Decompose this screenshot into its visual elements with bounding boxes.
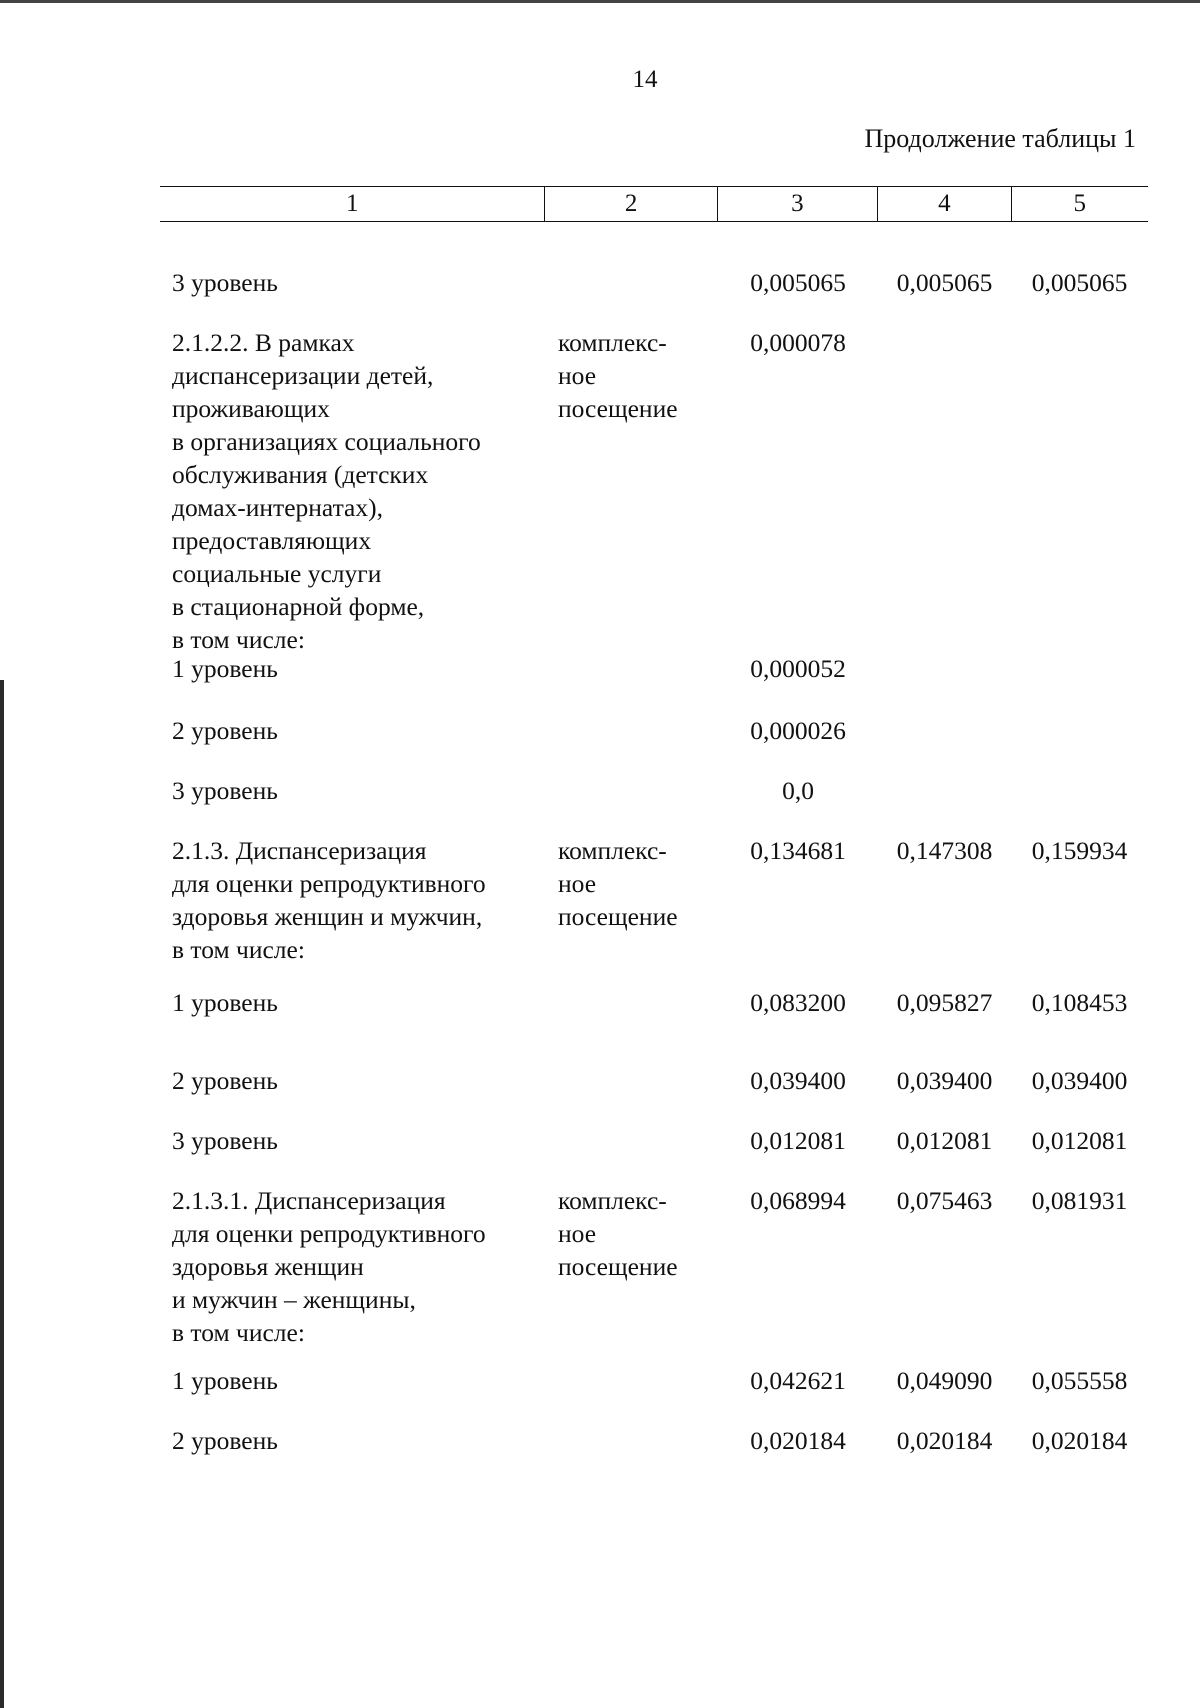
row-unit	[546, 1124, 718, 1157]
row-label	[160, 714, 546, 747]
row-label-line: диспансеризации детей,	[172, 361, 434, 390]
row-label-line: для оценки репродуктивного	[172, 1219, 486, 1248]
row-label-line: 1 уровень	[172, 654, 278, 683]
value-cell-col4: 0,020184	[896, 1426, 993, 1455]
scan-edge-left	[0, 680, 4, 1708]
header-cell-1: 1	[160, 187, 545, 221]
value-cell-col5	[1011, 652, 1148, 685]
value-cell-col5	[1011, 714, 1148, 747]
value-cell-col3: 0,042621	[750, 1366, 846, 1395]
row-label-line: 1 уровень	[172, 1366, 278, 1395]
value-cell-col3: 0,134681	[750, 836, 846, 865]
row-label	[160, 774, 546, 807]
row-unit-line: посещение	[558, 1252, 678, 1281]
row-label	[160, 1424, 546, 1457]
row-label-line: 1 уровень	[172, 988, 278, 1017]
row-label	[160, 1124, 546, 1157]
row-label	[160, 1184, 546, 1349]
value-cell-col5: 0,159934	[1031, 836, 1128, 865]
value-cell-col4: 0,039400	[896, 1066, 993, 1095]
value-cell-col4	[878, 714, 1011, 747]
row-label-line: предоставляющих	[172, 526, 372, 555]
value-cell-col5: 0,005065	[1031, 268, 1128, 297]
row-label-line: проживающих	[172, 394, 330, 423]
row-unit	[546, 326, 718, 656]
value-cell-col3: 0,000052	[750, 654, 846, 683]
value-cell-col5: 0,012081	[1031, 1126, 1128, 1155]
row-unit	[546, 774, 718, 807]
row-label-line: 3 уровень	[172, 776, 278, 805]
row-label	[160, 1364, 546, 1397]
header-cell-5: 5	[1073, 190, 1087, 217]
row-unit-line: посещение	[558, 902, 678, 931]
row-label-line: 2 уровень	[172, 716, 278, 745]
table-row	[160, 774, 1148, 807]
value-cell-col3: 0,005065	[750, 268, 846, 297]
value-cell-col5: 0,055558	[1031, 1366, 1128, 1395]
row-unit	[546, 714, 718, 747]
value-cell-col4: 0,049090	[896, 1366, 993, 1395]
table-row	[160, 326, 1148, 656]
row-label	[160, 326, 546, 656]
row-unit-line: посещение	[558, 394, 678, 423]
value-cell-col4: 0,147308	[896, 836, 993, 865]
value-cell-col3: 0,068994	[750, 1186, 846, 1215]
table-row	[160, 1184, 1148, 1349]
row-label-line: и мужчин – женщины,	[172, 1285, 416, 1314]
row-unit-line: ное	[558, 869, 597, 898]
row-unit-line: комплекс-	[558, 1186, 667, 1215]
row-label-line: домах-интернатах),	[172, 493, 383, 522]
table-row	[160, 266, 1148, 299]
table-row	[160, 1424, 1148, 1457]
table-row	[160, 714, 1148, 747]
value-cell-col5: 0,039400	[1031, 1066, 1128, 1095]
value-cell-col3: 0,000026	[750, 716, 846, 745]
row-label-line: в организациях социального	[172, 427, 481, 456]
value-cell-col4: 0,095827	[896, 988, 993, 1017]
row-unit-line: комплекс-	[558, 328, 667, 357]
table-row	[160, 1364, 1148, 1397]
table-row	[160, 1124, 1148, 1157]
value-cell-col4	[878, 652, 1011, 685]
table-continuation-label: Продолжение таблицы 1	[864, 124, 1136, 153]
row-unit-line: комплекс-	[558, 836, 667, 865]
row-label-line: в том числе:	[172, 625, 305, 654]
table-header	[160, 186, 1148, 222]
value-cell-col3: 0,020184	[750, 1426, 846, 1455]
row-label	[160, 266, 546, 299]
row-label-line: для оценки репродуктивного	[172, 869, 486, 898]
row-label	[160, 986, 546, 1019]
scan-edge-top	[0, 0, 1200, 3]
value-cell-col5	[1011, 326, 1148, 656]
row-label-line: 2.1.2.2. В рамках	[172, 328, 355, 357]
value-cell-col4: 0,005065	[896, 268, 993, 297]
value-cell-col4: 0,012081	[896, 1126, 993, 1155]
value-cell-col5: 0,020184	[1031, 1426, 1128, 1455]
header-cell-2: 2	[545, 187, 717, 221]
header-cell-3: 3	[718, 187, 878, 221]
row-label-line: в стационарной форме,	[172, 592, 425, 621]
value-cell-col5: 0,081931	[1031, 1186, 1128, 1215]
value-cell-col5: 0,108453	[1031, 988, 1128, 1017]
row-unit	[546, 1064, 718, 1097]
row-unit	[546, 1424, 718, 1457]
table-row	[160, 1064, 1148, 1097]
value-cell-col3: 0,083200	[750, 988, 846, 1017]
row-unit-line: ное	[558, 1219, 597, 1248]
table-row	[160, 986, 1148, 1019]
data-table	[160, 186, 1148, 1455]
row-unit	[546, 266, 718, 299]
value-cell-col4	[878, 326, 1011, 656]
row-unit	[546, 986, 718, 1019]
table-row	[160, 834, 1148, 966]
row-label-line: 2 уровень	[172, 1426, 278, 1455]
value-cell-col5	[1011, 774, 1148, 807]
row-unit	[546, 1184, 718, 1349]
row-label-line: 3 уровень	[172, 268, 278, 297]
value-cell-col4	[878, 774, 1011, 807]
row-label	[160, 1064, 546, 1097]
row-label-line: 2 уровень	[172, 1066, 278, 1095]
row-unit-line: ное	[558, 361, 597, 390]
row-label-line: в том числе:	[172, 1318, 305, 1347]
value-cell-col3: 0,000078	[750, 328, 846, 357]
row-label-line: социальные услуги	[172, 559, 382, 588]
row-unit	[546, 834, 718, 966]
table-row	[160, 652, 1148, 685]
row-label-line: здоровья женщин	[172, 1252, 364, 1281]
row-label-line: 3 уровень	[172, 1126, 278, 1155]
header-cell-4: 4	[878, 187, 1011, 221]
value-cell-col3: 0,039400	[750, 1066, 846, 1095]
row-label	[160, 652, 546, 685]
row-label-line: здоровья женщин и мужчин,	[172, 902, 483, 931]
row-label	[160, 834, 546, 966]
row-label-line: 2.1.3. Диспансеризация	[172, 836, 427, 865]
value-cell-col3: 0,012081	[750, 1126, 846, 1155]
value-cell-col3: 0,0	[782, 776, 814, 805]
row-label-line: обслуживания (детских	[172, 460, 429, 489]
row-unit	[546, 1364, 718, 1397]
value-cell-col4: 0,075463	[896, 1186, 993, 1215]
row-label-line: 2.1.3.1. Диспансеризация	[172, 1186, 446, 1215]
page-number: 14	[632, 66, 658, 93]
row-label-line: в том числе:	[172, 935, 305, 964]
row-unit	[546, 652, 718, 685]
